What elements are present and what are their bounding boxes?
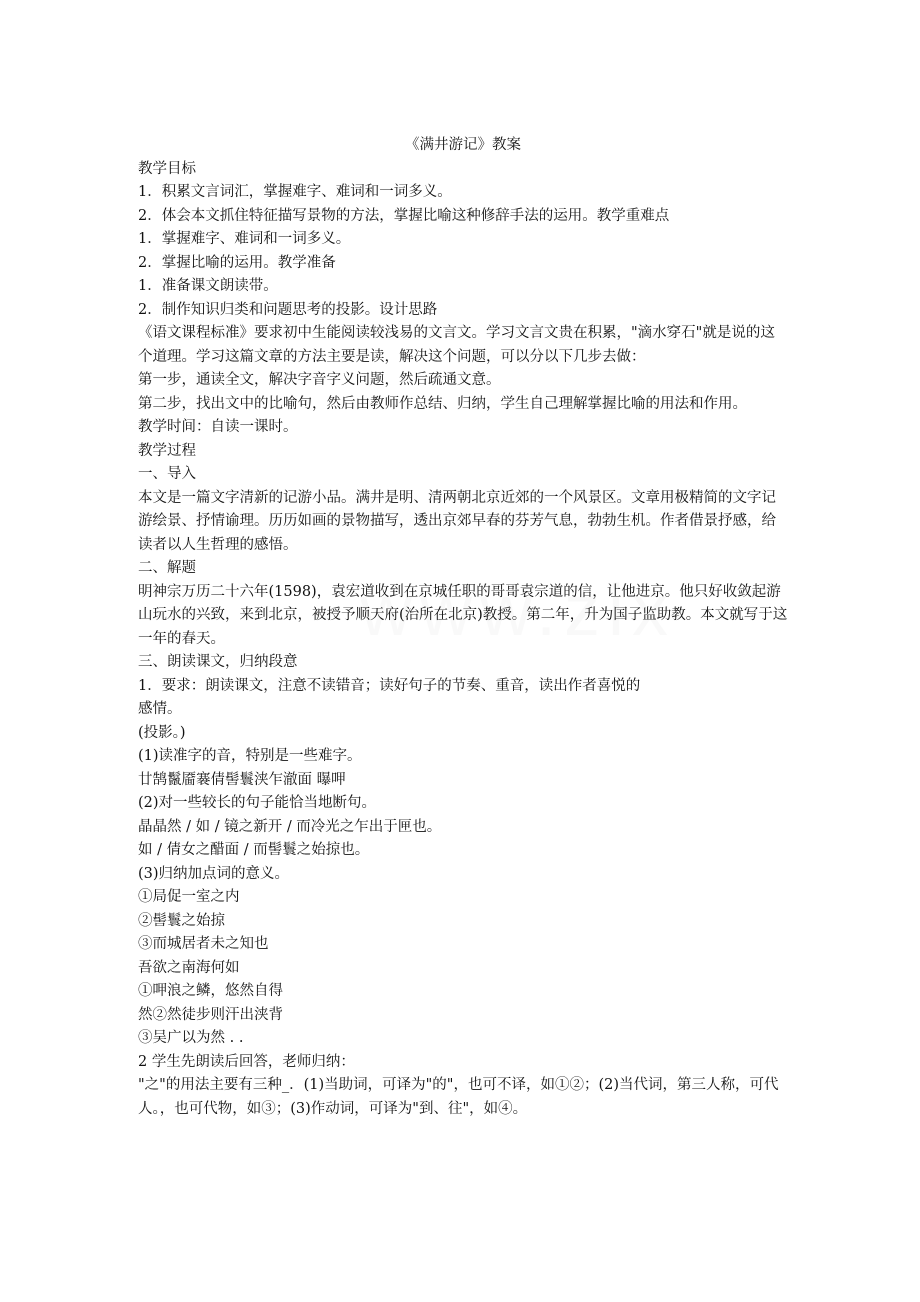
paragraph-line: ①局促一室之内 <box>138 889 240 905</box>
paragraph-line: (2)对一些较长的句子能恰当地断句。 <box>138 795 377 811</box>
paragraph-line: 《语文课程标准》要求初中生能阅读较浅易的文言文。学习文言文贵在积累，"滴水穿石"就是说的这个道理。学习这篇文章的方法主要是读，解决这个问题，可以分以下几步去做： <box>138 325 775 365</box>
paragraph-line: 明神宗万历二十六年(1598)，袁宏道收到在京城任职的哥哥袁宗道的信，让他进京。他只好收敛起游山玩水的兴致，来到北京，被授予顺天府(治所在北京)教授。第二年，升为国子监助教。本文就写于这一年的春天。 <box>138 583 788 647</box>
paragraph-line: 2．体会本文抓住特征描写景物的方法，掌握比喻这种修辞手法的运用。教学重难点 <box>138 207 670 224</box>
paragraph-line: 第二步，找出文中的比喻句，然后由教师作总结、归纳，学生自己理解掌握比喻的用法和作用。 <box>138 395 747 412</box>
document-body <box>138 158 788 1122</box>
paragraph-line: 晶晶然 / 如 / 镜之新开 / 而冷光之乍出于匣也。 <box>138 818 442 835</box>
paragraph-line: 1．掌握难字、难词和一词多义。 <box>138 231 351 247</box>
paragraph-line: 2．掌握比喻的运用。教学准备 <box>138 254 336 271</box>
paragraph-line: 教学过程 <box>138 442 196 459</box>
paragraph-line: 然②然徒步则汗出浃背 <box>138 1006 283 1023</box>
paragraph-line: "之"的用法主要有三种_．(1)当助词，可译为"的"，也可不译，如①②；(2)当代词，第三人称，可代人。，也可代物，如③；(3)作动词，可译为"到、往"，如④。 <box>138 1077 779 1117</box>
paragraph-line: 2 学生先朗读后回答，老师归纳： <box>138 1053 355 1070</box>
paragraph-line: 如 / 倩女之醋面 / 而髻鬟之始掠也。 <box>138 842 370 858</box>
paragraph-line: 感情。 <box>138 701 182 717</box>
paragraph-line: ③吴广以为然 . . <box>138 1030 244 1046</box>
paragraph-line: ②髻鬟之始掠 <box>138 912 225 929</box>
paragraph-line: 吾欲之南海何如 <box>138 959 240 976</box>
paragraph-line: 1．准备课文朗读带。 <box>138 278 278 294</box>
paragraph-line: 本文是一篇文字清新的记游小品。满井是明、清两朝北京近郊的一个风景区。文章用极精简的文字记游绘景、抒情谕理。历历如画的景物描写，透出京郊早春的芬芳气息，勃勃生机。作者借景抒感，给读者以人生哲理的感悟。 <box>138 489 776 553</box>
paragraph-line: (1)读准字的音，特别是一些难字。 <box>138 748 362 764</box>
paragraph-line: 1．积累文言词汇，掌握难字、难词和一词多义。 <box>138 184 452 200</box>
paragraph-line: ①呷浪之鳞，悠然自得 <box>138 983 283 999</box>
document-title: 《满井游记》教案 <box>405 137 521 153</box>
paragraph-line: 廿鹄鬣靥褰倩髻鬟浃乍澈面 曝呷 <box>138 771 346 788</box>
paragraph-line: 二、解题 <box>138 560 196 576</box>
paragraph-line: 1．要求：朗读课文，注意不读错音；读好句子的节奏、重音，读出作者喜悦的 <box>138 677 641 694</box>
paragraph-line: ③而城居者未之知也 <box>138 936 269 952</box>
paragraph-line: (3)归纳加点词的意义。 <box>138 865 290 882</box>
paragraph-line: 教学时间：自读一课时。 <box>138 419 298 435</box>
document-page <box>138 134 788 1121</box>
paragraph-line: 2．制作知识归类和问题思考的投影。设计思路 <box>138 301 438 318</box>
paragraph-line: 第一步，通读全文，解决字音字义问题，然后疏通文意。 <box>138 372 501 388</box>
paragraph-line: (投影。) <box>138 724 186 741</box>
paragraph-line: 三、朗读课文，归纳段意 <box>138 654 298 670</box>
paragraph-line: 教学目标 <box>138 160 196 177</box>
paragraph-line: 一、导入 <box>138 466 196 482</box>
